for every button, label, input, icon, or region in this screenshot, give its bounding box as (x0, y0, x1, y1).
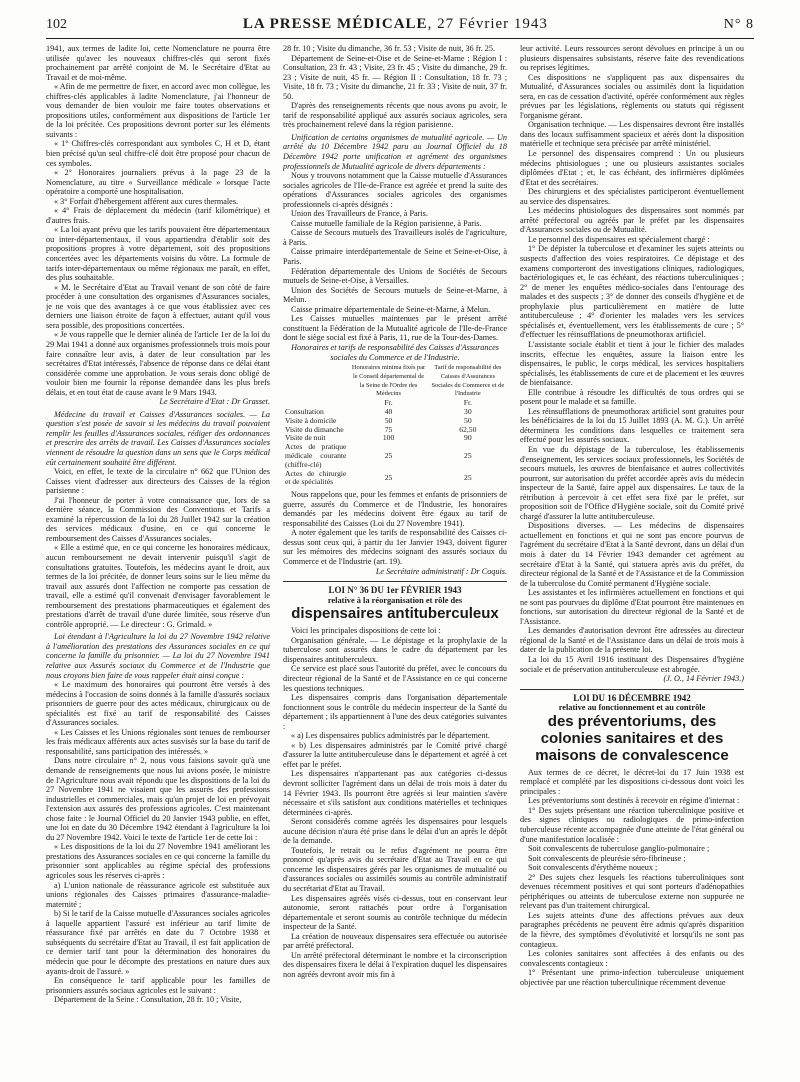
paragraph: Les demandes d'autorisation devront être adressées au directeur régional de la Santé et de l'Assistance dans un délai de trois mois à dater de la publication de la présente loi. (520, 626, 744, 655)
unit-label: Fr. (384, 398, 393, 408)
table-row: Actes de chirurgie et de spécialités 25 25 (285, 468, 472, 487)
paragraph: 28 fr. 10 ; Visite du dimanche, 36 fr. 53 ; Visite de nuit, 36 fr. 25. (283, 44, 496, 53)
paragraph: « Je vous rappelle que le dernier alinéa de l'article 1er de la loi du 29 Mai 1941 a donné aux organismes professionnels trois mois pour faire connaître leur avis, à dater de leur consultation par les secrétaires d'Etat intéressés, l'absence de réponse dans ce délai étant considérée comme une approbation. Je vous serais donc obligé de vouloir bien me fournir la réponse demandée dans les plus brefs délais, et en tout état de cause avant le 9 Mars 1943. (46, 330, 270, 397)
section-heading: Unification de certains organismes de mutualité agricole. — Un arrêté du 10 Décembre 1942 paru au Journal Officiel du 18 Décembre 1942 porte unification et agrément des organismes professionnels de Mutualité agricole de divers départements : (283, 132, 507, 171)
paragraph: Union des Travailleurs de France, à Paris. (291, 209, 428, 219)
paragraph: En conséquence le tarif applicable pour les familles de prisonniers assurés sociaux agricoles est le suivant : (46, 976, 270, 995)
divider (520, 689, 744, 690)
issue-date: 27 Février 1943 (437, 16, 548, 32)
paragraph: Ce service est placé sous l'autorité du préfet, avec le concours du directeur régional de la Santé et de l'Assistance en ce qui concerne les questions techniques. (283, 664, 507, 693)
paragraph: Les dispensaires n'appartenant pas aux catégories ci-dessus devront solliciter l'agrément dans un délai de trois mois à dater du 14 Février 1943. Ils pourront être agréés si leur maintien s'avère nécessaire et s'ils satisfont aux conditions matérielles et techniques déterminées ci-après. (283, 769, 507, 817)
section-heading: Loi étendant à l'Agriculture la loi du 27 Novembre 1942 relative à l'amélioration des prestations des Assurances sociales en ce qui concerne la famille du prisonnier. — La loi du 27 Novembre 1941 relative aux Assurés sociaux du Commerce et de l'Industrie que nous croyons bien faire de vous rappeler était ainsi conçue : (46, 632, 270, 680)
unit-label: Fr. (463, 398, 472, 408)
paragraph: Les assistantes et les infirmières actuellement en fonctions et qui ne sont pas pourvues du diplôme d'Etat pourront être maintenues en fonctions, sur autorisation du directeur régional de la Santé et de l'Assistance. (520, 588, 744, 626)
paragraph: « Afin de me permettre de fixer, en accord avec mon collègue, les chiffres-clés applicables à ladite Nomenclature, j'ai l'honneur de vous demander de bien vouloir me faire toutes observations et propositions utiles, conformément aux dispositions de l'article 1er de la loi précitée. Ces propositions devront porter sur les éléments suivants : (46, 82, 270, 139)
issue-number: N° 8 (723, 17, 754, 32)
rates-table (283, 364, 507, 487)
paragraph: « Elle a estimé que, en ce qui concerne les honoraires médicaux, aucun remboursement ne devait intervenir puisqu'il s'agit de consultations gratuites. Toutefois, les médecins ayant le droit, aux termes de la loi précitée, de donner leurs soins sur le lieu même du travail aux assurés dont l'affection ne comporte pas cessation de travail, elle a estimé qu'il convenait d'envisager favorablement le remboursement des prestations pharmaceutiques et également des prestations d'arrêt de travail d'une durée limitée, sous réserve d'un contrôle approprié. — Le directeur : G. Grimald. » (46, 543, 270, 629)
law-title-block (283, 586, 507, 622)
paragraph: Des chirurgiens et des spécialistes participeront éventuellement au service des dispensaires. (520, 187, 744, 206)
paragraph: Les préventoriums sont destinés à recevoir en régime d'internat : (528, 796, 740, 806)
law-subtitle: relative à la réorganisation et rôle des (327, 595, 463, 605)
paragraph: « Les dispositions de la loi du 27 Novembre 1941 améliorant les prestations des Assurances sociales en ce qui concerne la famille du prisonnier sont applicables au régime spécial des professions agricoles sous les réserves ci-après : (46, 842, 270, 881)
paragraph: J'ai l'honneur de porter à votre connaissance que, lors de sa dernière séance, la Commission des Conventions et Tarifs a examiné la répercussion de la loi du 28 Juillet 1942 sur la création des services médicaux d'usine, en ce qui concerne le remboursement des Caisses d'Assurances sociales. (46, 495, 270, 543)
paragraph: L'assistante sociale établit et tient à jour le fichier des malades inscrits, effectue les enquêtes, assure la liaison entre les dispensaires, le public, le corps médical, les services hospitaliers spécialisés, les établissements de cure et de placement et les œuvres de bienfaisance. (520, 339, 744, 388)
table-header: Tarif de responsabilité des Caisses d'Assurances Sociales du Commerce et de l'Industrie (431, 364, 505, 398)
table-row: Consultation 40 30 (285, 407, 472, 417)
law-number: LOI N° 36 DU 1er FÉVRIER 1943 (328, 585, 462, 596)
table-header: Honoraires minima fixés par le Conseil départemental de la Seine de l'Ordre des Médecins (351, 364, 426, 398)
paragraph: Elle contribue à résoudre les difficultés de tous ordres qui se posent pour le malade et sa famille. (520, 387, 744, 407)
paragraph: Caisse primaire départementale de Seine-et-Marne, à Melun. (291, 304, 491, 314)
page-number: 102 (46, 17, 67, 32)
paragraph: 2° Des sujets chez lesquels les réactions tuberculiniques sont devenues récemment positives et qui sont porteurs d'adénopathies périphériques ou atteints de tuberculose externe non suppurée ne relevant pas d'un traitement chirurgical. (520, 872, 744, 911)
paragraph: Nous y trouvons notamment que la Caisse mutuelle d'Assurances sociales agricoles de l'Ile-de-France est agréée et prend la suite des opérations d'Assurances sociales agricoles des organismes professionnels ci-après désignés : (283, 171, 507, 209)
paragraph: « M. le Secrétaire d'Etat au Travail venant de son côté de faire procéder à une consultation des organismes d'Assurances sociales, je ne vois que des avantages à ce que vous établissiez avec ces derniers une liaison étroite de façon à effectuer, autant qu'il vous sera possible, des propositions concertées. (46, 282, 270, 330)
paragraph: Un arrêté préfectoral déterminant le nombre et la circonscription des dispensaires fixera le délai à l'expiration duquel les dispensaires non agréés devront avoir mis fin à (283, 950, 507, 979)
paragraph: Le personnel des dispensaires comprend : Un ou plusieurs médecins phtisiologues ; une ou plusieurs assistantes sociales diplômées d'Etat ; et, le cas échéant, des infirmières diplômées d'Etat et des secrétaires. (520, 149, 744, 187)
paragraph: Les dispensaires agréés visés ci-dessus, tout en conservant leur autonomie, seront rattachés pour ordre à l'organisation départementale et seront soumis au contrôle technique du médecin inspecteur de la Santé. (283, 893, 507, 932)
paragraph: La création de nouveaux dispensaires sera effectuée ou autorisée par arrêté préfectoral. (283, 931, 507, 951)
paragraph: « b) Les dispensaires administrés par le Comité privé chargé d'assurer la lutte antituberculeuse dans le département et agréé à cet effet par le préfet. (283, 740, 507, 769)
paragraph: « Le maximum des honoraires qui pourront être versés à des médecins à l'occasion de soins donnés à la famille d'assurés sociaux prisonniers de guerre pour des actes médicaux, chirurgicaux ou de spécialités est fixé au tarif de responsabilité des Caisses d'Assurances sociales. (46, 680, 270, 728)
column-2 (283, 44, 507, 1074)
law-headline: dispensaires antituberculeux (291, 605, 499, 623)
paragraph: Soit convalescents d'érythème noueux ; (528, 863, 658, 873)
paragraph: Les sujets atteints d'une des affections prévues aux deux paragraphes précédents ne peuvent être admis qu'après disparition de la fièvre, des symptômes d'évolutivité et lorsqu'ils ne sont pas contagieux. (520, 910, 744, 949)
journal-title: LA PRESSE MÉDICALE (242, 16, 428, 32)
paragraph: Fédération départementale des Unions de Sociétés de Secours mutuels de Seine-et-Oise, à Versailles. (283, 266, 507, 286)
paragraph: Ces dispositions ne s'appliquent pas aux dispensaires du Mutualité, d'Assurances sociales ou assimilés dont la liquidation sera, en cas de cessation d'activité, opérée conformément aux règles prévues par les législations, règlements ou statuts qui régissent l'organisme gérant. (520, 72, 744, 120)
section-heading: Honoraires et tarifs de responsabilité des Caisses d'Assurances sociales du Commerce et de l'Industrie. (291, 342, 499, 362)
paragraph: Voici les principales dispositions de cette loi : (291, 626, 441, 636)
section-heading: Médecine du travail et Caisses d'Assurances sociales. — La question s'est posée de savoir si les médecins du travail pouvaient remplir les feuilles d'Assurances sociales, rédiger des ordonnances et prescrire des arrêts de travail. Les Caisses d'Assurances sociales viennent de résoudre la question dans un sens que le Corps médical eût certainement souhaité être différent. (46, 409, 270, 467)
law-title-block (520, 694, 744, 764)
paragraph: Organisation technique. — Les dispensaires devront être installés dans des locaux suffisamment spacieux et aérés dont la disposition matérielle et technique sera précisée par arrêté ministériel. (520, 120, 744, 149)
law-headline: des préventoriums, des colonies sanitaires et des maisons de convalescence (535, 712, 729, 764)
paragraph: Les dispensaires compris dans l'organisation départementale fonctionnent sous le contrôle du médecin inspecteur de la Santé du département ; ils appartiennent à l'une des deux catégories suivantes : (283, 693, 507, 731)
paragraph: « La loi ayant prévu que les tarifs pouvaient être départementaux ou inter-départementaux, il vous appartiendra d'établir soit des propositions propres à votre département, soit des propositions concertées avec les départements voisins du vôtre. La formule de tarifs inter-départementaux ou même régionaux me paraît, en effet, des plus souhaitable. (46, 225, 270, 283)
paragraph: Les réinsufflations de pneumothorax artificiel sont gratuites pour les bénéficiaires de la loi du 15 Juillet 1893 (A. M. G.). Un arrêté déterminera les conditions dans lesquelles ce traitement sera effectué pour les assurés sociaux. (520, 406, 744, 445)
paragraph: 1941, aux termes de ladite loi, cette Nomenclature ne pourra être utilisée qu'avec les nouveaux chiffres-clés qui seront fixés prochainement par arrêté conjoint de M. le Secrétaire d'Etat au Travail et de moi-même. (46, 44, 270, 82)
paragraph: 1° Des sujets présentant une réaction tuberculinique positive et des signes cliniques ou radiologiques de primo-infection tuberculeuse récente accompagnée d'une atteinte de l'état général ou d'une manifestation localisée : (520, 805, 744, 844)
paragraph: Dispositions diverses. — Les médecins de dispensaires actuellement en fonctions et qui ne sont pas encore pourvus de l'agrément du secrétaire d'Etat à la Santé devront, dans un délai d'un mois à dater du 14 Février 1943 demander cet agrément au secrétaire d'Etat à la Santé, qui statuera après avis du préfet, du directeur régional de la Santé et de l'Assistance et de la Commission de la tuberculose du Comité permanent d'Hygiène sociale. (520, 521, 744, 588)
table-row: Visite de nuit 100 90 (285, 433, 472, 443)
table-header-row (283, 364, 507, 399)
paragraph: Aux termes de ce décret, le décret-loi du 17 Juin 1938 est remplacé et complété par les dispositions ci-dessous dont voici les principales : (520, 767, 744, 796)
paragraph: « 4° Frais de déplacement du médecin (tarif kilométrique) et d'autres frais. (46, 206, 270, 225)
paragraph: Dans notre circulaire n° 2, nous vous faisions savoir qu'à une demande de renseignements que nous lui avions posée, le ministre de l'Agriculture nous avait répondu que les dispositions de la loi du 27 Novembre 1941 ne visaient que les assurés des professions industrielles et commerciales, mais qu'un projet de loi en prévoyait l'extension aux assurés des professions agricoles. C'est maintenant chose faite : le Journal Officiel du 20 Janvier 1943 publie, en effet, une loi en date du 30 Décembre 1942 étendant à l'agriculture la loi du 27 Novembre 1942. Voici le texte de l'article 1er de cette loi : (46, 756, 270, 842)
paragraph: Organisation générale. — Le dépistage et la prophylaxie de la tuberculose sont assurés dans le cadre du département par les dispensaires antituberculeux. (283, 635, 507, 664)
law-number: LOI DU 16 DÉCEMBRE 1942 (573, 692, 691, 703)
paragraph: A noter également que les tarifs de responsabilité des Caisses ci-dessus sont ceux qui, à partir du 1er Janvier 1943, doivent figurer sur les mémoires des médecins soignant des assurés sociaux du Commerce et de l'Industrie (art. 19). (283, 528, 507, 567)
page-header (46, 16, 754, 39)
paragraph: « 3° Forfait d'hébergement afférent aux cures thermales. (54, 196, 239, 206)
paragraph: Union des Sociétés de Secours mutuels de Seine-et-Marne, à Melun. (283, 285, 507, 305)
paragraph: Les médecins phtisiologues des dispensaires sont nommés par arrêté préfectoral ou agréés par le préfet par les dispensaires d'Assurances sociales ou de Mutualité. (520, 206, 744, 235)
journal-masthead: LA PRESSE MÉDICALE, 27 Février 1943 (242, 16, 548, 32)
paragraph: Le personnel des dispensaires est spécialement chargé : (528, 234, 710, 244)
table-row: Visite du dimanche 75 62,50 (285, 424, 477, 434)
paragraph: Soit convalescents de pleurésie séro-fibrineuse ; (528, 853, 686, 863)
paragraph: Nous rappelons que, pour les femmes et enfants de prisonniers de guerre, assurés du Commerce et de l'Industrie, les honoraires demandés par les médecins doivent être égaux au tarif de responsabilité des Caisses (Loi du 27 Novembre 1941). (283, 490, 507, 528)
law-subtitle: relative au fonctionnement et au contrôle (558, 703, 706, 713)
paragraph: Soit convalescents de tuberculose ganglio-pulmonaire ; (528, 844, 710, 854)
paragraph: Caisse mutuelle familiale de la Région parisienne, à Paris. (291, 218, 482, 228)
paragraph: « 2° Honoraires journaliers prévus à la page 23 de la Nomenclature, au titre « Surveillance médicale » lorsque l'acte opératoire a comporté une hospitalisation. (46, 168, 270, 197)
c1-intro (46, 44, 270, 397)
table-row: Actes de pratique médicale courante (chiffre-clé) 25 25 (285, 442, 472, 469)
paragraph: D'après des renseignements récents que nous avons pu avoir, le tarif de responsabilité appliqué aux assurés sociaux agricoles, sera très prochainement relevé dans la région parisienne. (283, 101, 507, 130)
citation: (J. O., 14 Février 1943.) (663, 674, 744, 684)
paragraph: a) L'union nationale de réassurance agricole est substituée aux unions régionales des Caisses primaires d'assurance-maladie-maternité ; (46, 880, 270, 909)
divider (283, 581, 507, 582)
signature: Le Secrétaire administratif : Dr Coquis. (375, 566, 507, 576)
table-row: Visite à domicile 50 50 (285, 415, 472, 425)
paragraph: Voici, en effet, le texte de la circulaire n° 662 que l'Union des Caisses vient d'adresser aux directeurs des Caisses de la région parisienne : (46, 467, 270, 496)
paragraph: Les colonies sanitaires sont affectées à des enfants ou des convalescents contagieux : (520, 949, 744, 968)
paragraph: « 1° Chiffres-clés correspondant aux symboles C, H et D, étant bien précisé qu'un seul chiffre-clé doit être proposé pour chacun de ces symboles. (46, 139, 270, 168)
column-1 (46, 44, 270, 1074)
paragraph: b) Si le tarif de la Caisse mutuelle d'Assurances sociales agricoles à laquelle appartient l'assuré est inférieur au tarif limite de réassurance fixé par arrêtés en date du 7 Octobre 1938 et subséquents du secrétaire d'Etat au Travail, il est fait application de ce dernier tarif tant pour la détermination des honoraires du médecin que pour le décompte des prestations en nature dues aux ayants-droit de l'assuré. » (46, 909, 270, 976)
paragraph: Toutefois, le retrait ou le refus d'agrément ne pourra être prononcé qu'après avis du secrétaire d'Etat au Travail en ce qui concerne les dispensaires gérés par les organismes de mutualité ou d'assurances sociales ou assimilés soumis au contrôle administratif du secrétariat d'Etat au Travail. (283, 845, 507, 893)
paragraph: Seront considérés comme agréés les dispensaires pour lesquels aucune décision n'aura été prise dans le délai d'un an après le dépôt de la demande. (283, 817, 507, 846)
paragraph: « a) Les dispensaires publics administrés par le département. (291, 731, 490, 741)
paragraph: leur activité. Leurs ressources seront dévolues en principe à un ou plusieurs dispensaires subsistants, réserve faite des revendications ou reprises légitimes. (520, 44, 744, 73)
paragraph: Caisse primaire interdépartementale de Seine et Seine-et-Oise, à Paris. (283, 247, 507, 267)
paragraph: La loi du 15 Avril 1916 instituant des Dispensaires d'hygiène sociale et de préservation antituberculeuse est abrogée. (520, 655, 744, 674)
paragraph: 1° Présentant une primo-infection tuberculeuse uniquement objectivée par une réaction tuberculinique récemment devenue (520, 968, 744, 987)
signature: Le Secrétaire d'Etat : Dr Grasset. (159, 397, 270, 407)
paragraph: « Les Caisses et les Unions régionales sont tenues de rembourser les frais médicaux afférents aux actes susvisés sur la base du tarif de responsabilité, sans participation des intéressés. » (46, 727, 270, 756)
paragraph: En vue du dépistage de la tuberculose, les établissements d'enseignement, les services sociaux professionnels, les Sociétés de secours mutuels, les œuvres de bienfaisance et autres collectivités pourront, sur autorisation du préfet accordée après avis du médecin inspecteur de la Santé, faire appel aux dispensaires. Le taux de la rétribution à percevoir à cet effet sera fixé par le préfet, sur proposition soit de l'Office d'Hygiène sociale, soit du Comité privé chargé d'assurer la lutte antituberculeuse. (520, 444, 744, 521)
paragraph: Département de la Seine : Consultation, 28 fr. 10 ; Visite, (54, 995, 242, 1005)
paragraph: Caisse de Secours mutuels des Travailleurs isolés de l'agriculture, à Paris. (283, 228, 507, 247)
paragraph: 1° De dépister la tuberculose et d'examiner les sujets atteints ou suspects d'affection des voies respiratoires. Ce dépistage et des examens comporteront des investigations cliniques, radiologiques, bactériologiques et, le cas échéant, des réactions tuberculiniques ; 2° de mener les enquêtes médico-sociales dans l'entourage des malades et des suspects ; 3° de donner des conseils d'hygiène et de prophylaxie plus particulièrement en matière de lutte antituberculeuse ; 4° d'orienter les malades vers les services spécialisés et, éventuellement, vers les établissements de cure ; 5° d'effectuer les réinsufflations de pneumothorax artificiel. (520, 244, 744, 340)
paragraph: Les Caisses mutuelles maintenues par le présent arrêté constituent la Fédération de la Mutualité agricole de l'Ile-de-France dont le siège social est fixé à Paris, 11, rue de la Tour-des-Dames. (283, 314, 507, 343)
paragraph: Département de Seine-et-Oise et de Seine-et-Marne : Région I : Consultation, 23 fr. 43 ; Visite, 23 fr. 45 ; Visite du dimanche, 29 fr. 23 ; Visite de nuit, 45 fr. — Région II : Consultation, 18 fr. 73 ; Visite, 18 fr. 73 ; Visite du dimanche, 21 fr. 33 ; Visite de nuit, 37 fr. 50. (283, 53, 507, 101)
column-3 (520, 44, 744, 1074)
